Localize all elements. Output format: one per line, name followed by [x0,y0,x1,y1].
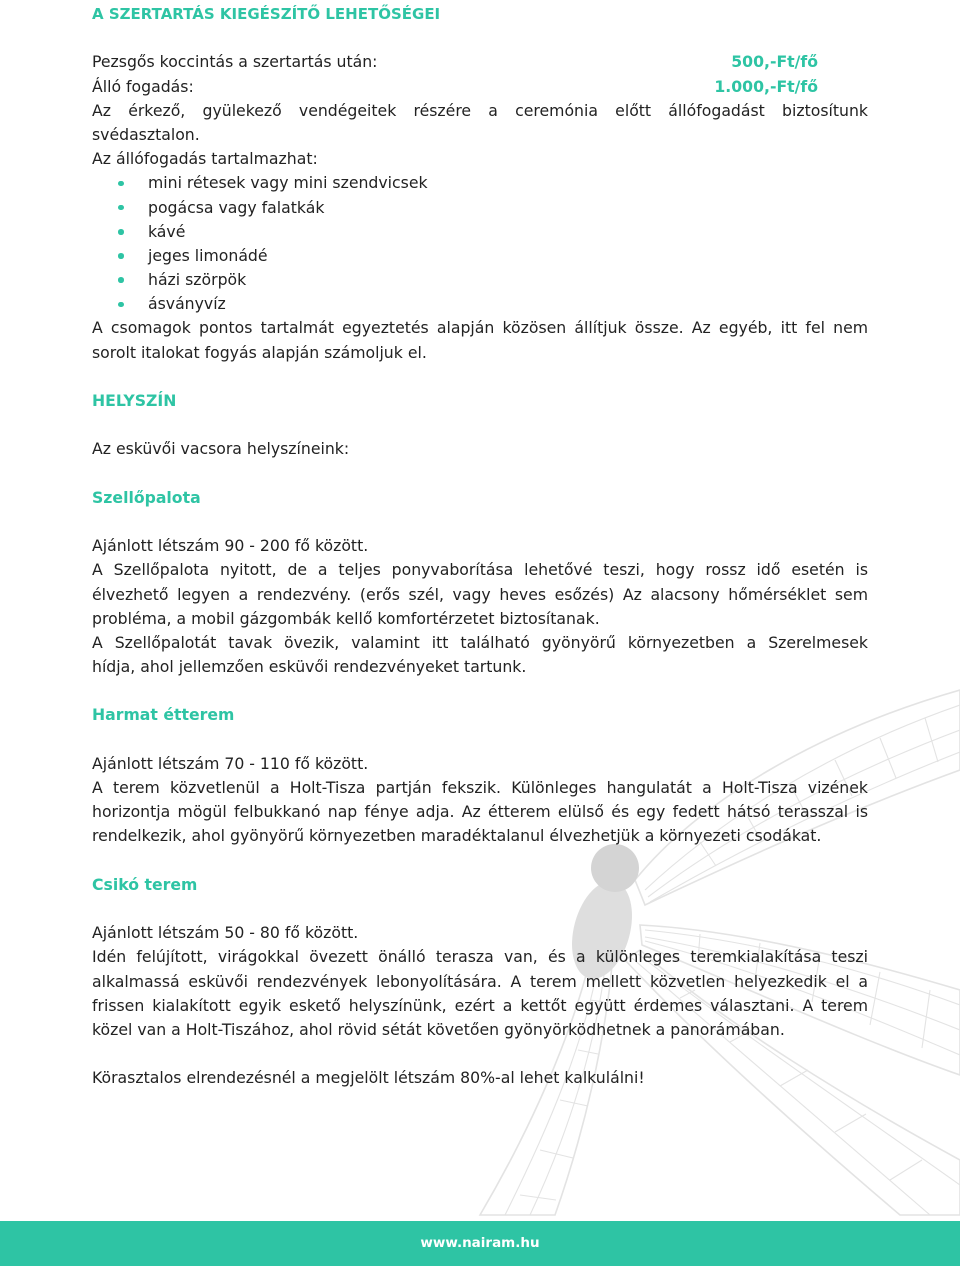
venue-paragraph-line: alkalmassá esküvői rendezvények lebonyolítására. A terem mellett közvetlen helyezkedik el a [92,971,868,991]
list-item [92,220,868,244]
venue-paragraph-line: probléma, a mobil gázgombák kellő komfortérzetet biztosítanak. [92,608,600,628]
venue-paragraph-line: élvezhető legyen a rendezvény. (erős szél, vagy heves esőzés) Az alacsony hőmérséklet sem [92,584,868,604]
reception-menu-list [92,171,868,316]
venue-paragraph-line: közel van a Holt-Tiszához, ahol rövid sétát követően gyönyörködhetnek a panorámában. [92,1019,785,1039]
venue-name: Szellőpalota [92,487,201,507]
reception-note-line: A csomagok pontos tartalmát egyeztetés alapján közösen állítjuk össze. Az egyéb, itt fel nem [92,318,868,338]
option-row-reception [92,75,818,99]
footer-website: www.nairam.hu [420,1235,540,1251]
venue-paragraph-line: A Szellőpalota nyitott, de a teljes ponyvaborítása lehetővé teszi, hogy rossz idő esetén is [92,560,868,580]
list-item [92,196,868,220]
venue-name: Csikó terem [92,874,198,894]
list-item-label: ásványvíz [148,294,226,314]
venue-capacity: Ajánlott létszám 70 - 110 fő között. [92,753,369,773]
section-title: A SZERTARTÁS KIEGÉSZÍTŐ LEHETŐSÉGEI [92,5,441,23]
venue-paragraph-line: A terem közvetlenül a Holt-Tisza partján fekszik. Különleges hangulatát a Holt-Tisza vizének [92,778,868,797]
bullet-dot-icon [118,253,124,259]
venue-capacity: Ajánlott létszám 90 - 200 fő között. [92,536,369,556]
venue-name: Harmat étterem [92,705,235,725]
bullet-dot-icon [118,181,124,187]
option-label: Pezsgős koccintás a szertartás után: [92,52,378,72]
reception-list-intro: Az állófogadás tartalmazhat: [92,149,318,169]
list-item [92,244,868,268]
venue-paragraph-line: hídja, ahol jellemzően esküvői rendezvényeket tartunk. [92,657,527,677]
list-item-label: házi szörpök [148,270,247,290]
list-item [92,292,868,316]
bullet-dot-icon [118,302,124,308]
location-intro: Az esküvői vacsora helyszíneink: [92,439,350,459]
list-item-label: mini rétesek vagy mini szendvicsek [148,173,428,193]
reception-description-line: Az érkező, gyülekező vendégeitek részére a ceremónia előtt állófogadást biztosítunk [92,100,868,120]
bullet-dot-icon [118,277,124,283]
reception-description-line: svédasztalon. [92,124,200,144]
location-heading: HELYSZÍN [92,391,177,410]
venue-szellopalota [92,486,868,680]
bullet-dot-icon [118,205,124,211]
option-label: Álló fogadás: [92,76,194,96]
venue-paragraph-line: rendelkezik, ahol gyönyörű környezetben maradéktalanul élvezhetjük a környezeti csodákat. [92,826,822,846]
reception-note-line: sorolt italokat fogyás alapján számoljuk el. [92,342,427,362]
bullet-dot-icon [118,229,124,235]
venue-harmat [92,703,868,848]
list-item-label: pogácsa vagy falatkák [148,197,325,217]
venue-paragraph-line: Idén felújított, virágokkal övezett önálló terasza van, és a különleges teremkialakítása teszi [92,947,868,967]
venue-paragraph-line: A Szellőpalotát tavak övezik, valamint itt található gyönyörű környezetben a Szerelmesek [92,632,868,652]
seating-footnote: Körasztalos elrendezésnél a megjelölt létszám 80%-al lehet kalkulálni! [92,1068,645,1088]
venue-csiko [92,873,868,1042]
list-item-label: kávé [148,221,186,241]
footer-band [0,1221,960,1266]
option-row-champagne [92,50,818,74]
option-price: 500,-Ft/fő [731,52,818,72]
list-item [92,268,868,292]
venue-paragraph-line: horizontja mögül felbukkanó nap fénye adja. Az étterem elülső és egy fedett hátsó terasszal is [92,802,868,822]
venue-paragraph-line: frissen kialakított egyik eskető helyszínünk, ezért a kettőt együtt érdemes választani. A terem [92,995,868,1015]
option-price: 1.000,-Ft/fő [714,76,818,96]
venue-capacity: Ajánlott létszám 50 - 80 fő között. [92,923,359,943]
list-item-label: jeges limonádé [148,245,268,265]
list-item [92,171,868,195]
document-body [92,2,868,1090]
